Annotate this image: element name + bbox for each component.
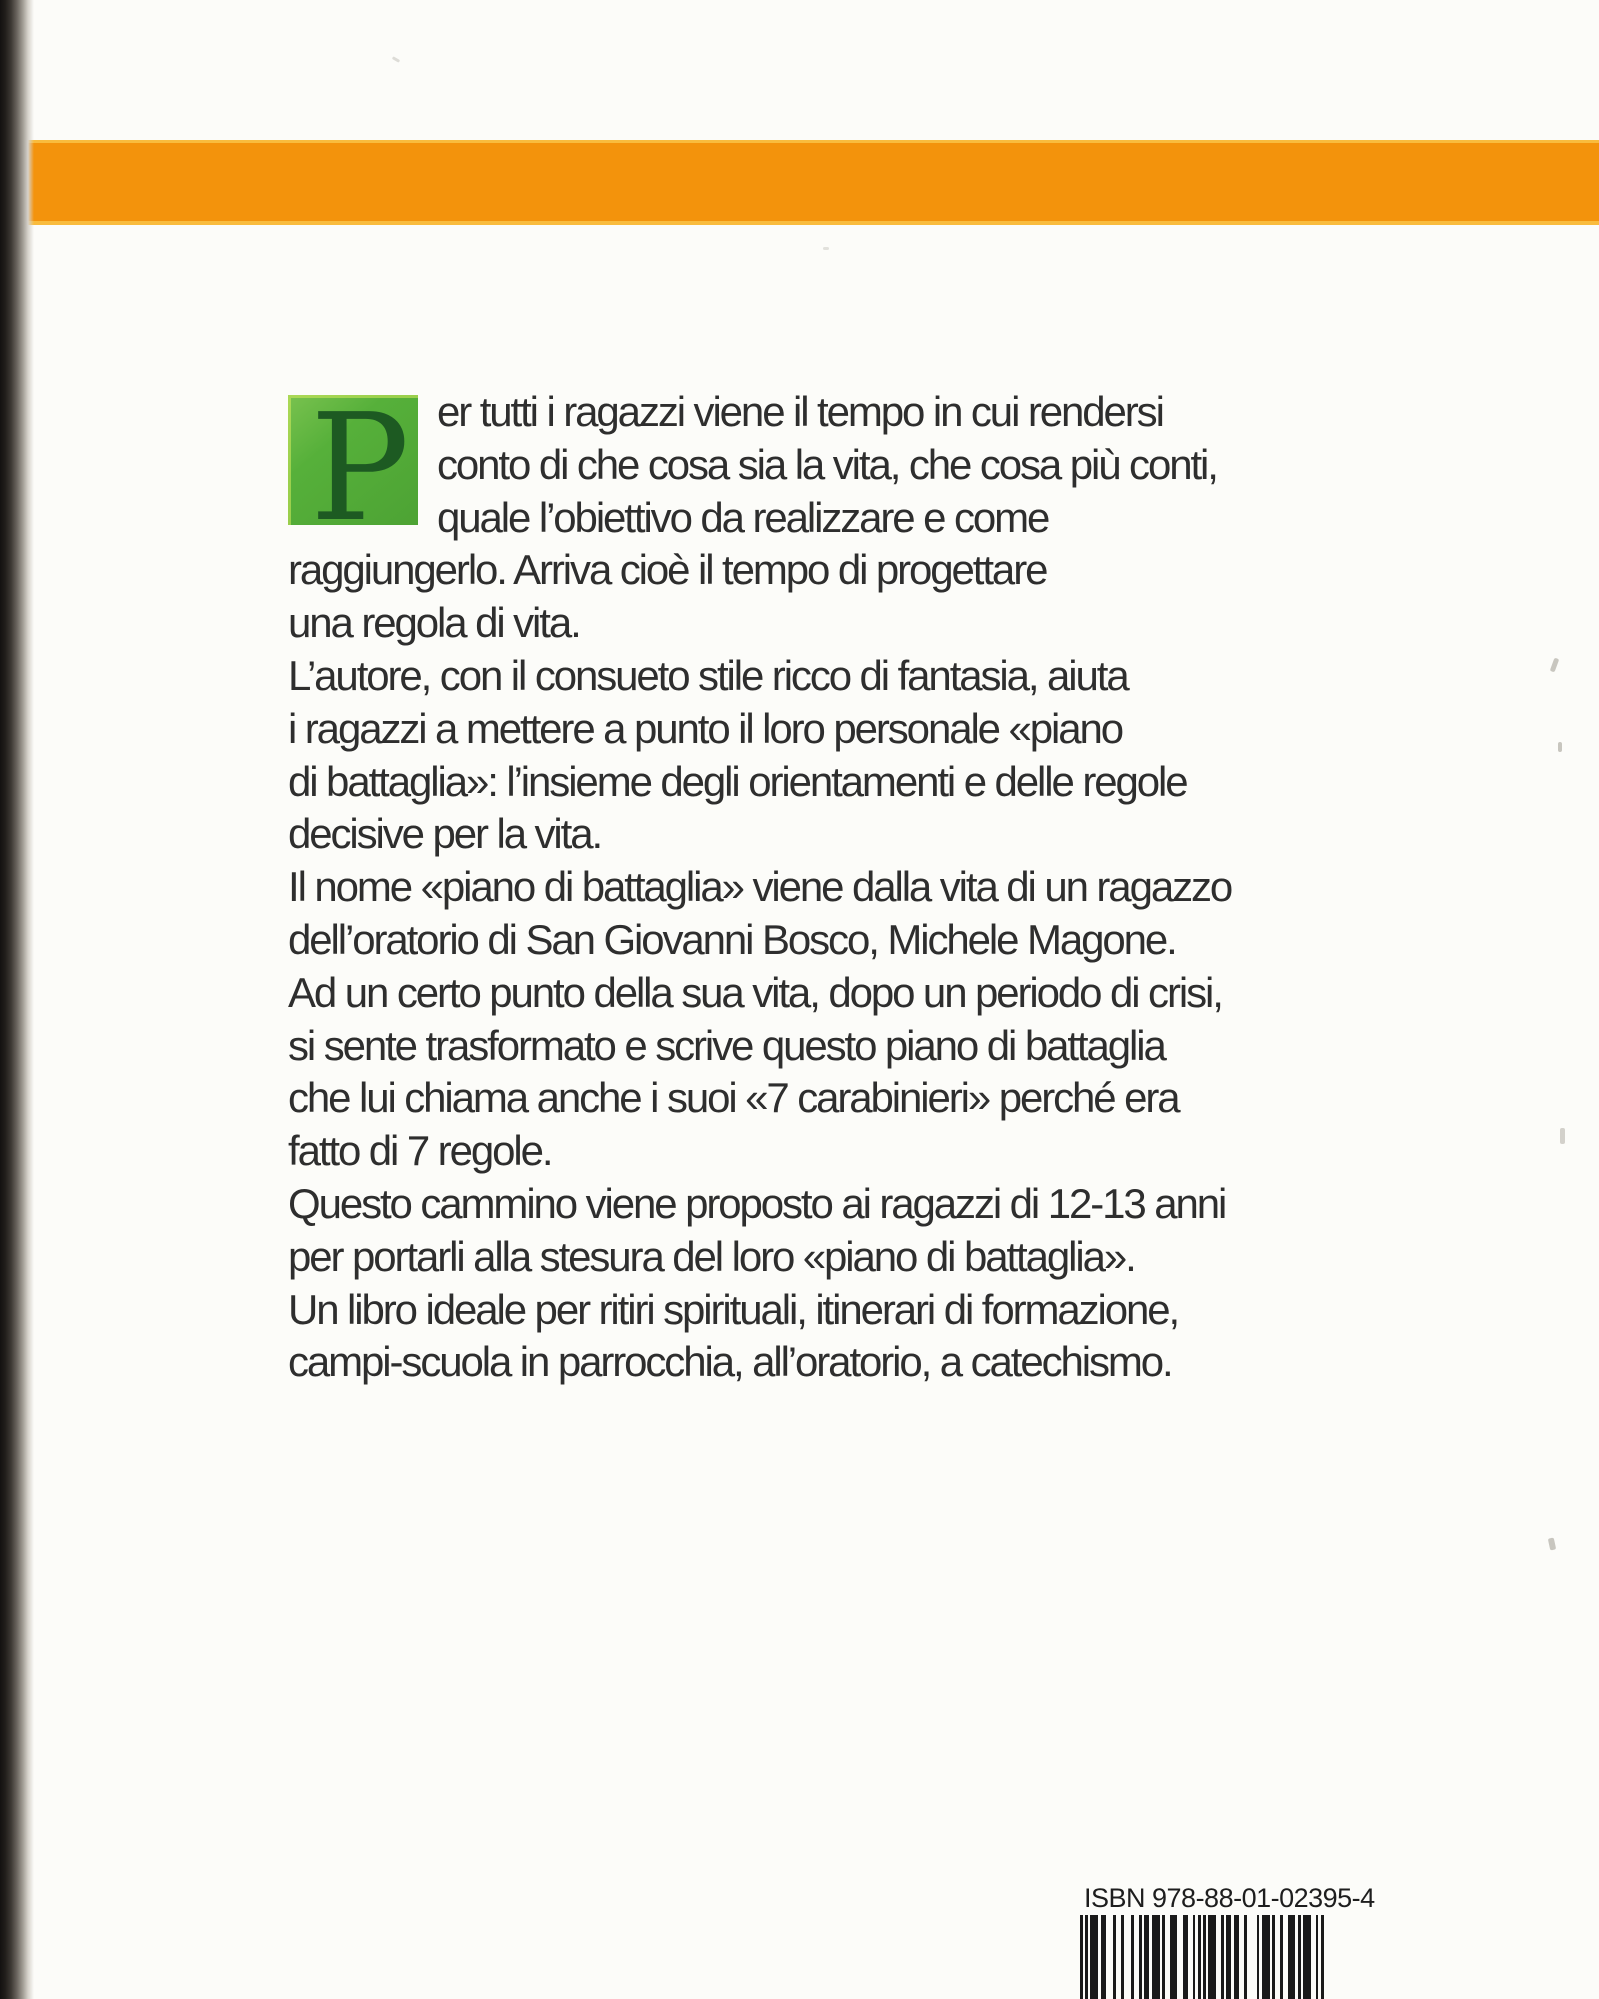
text-line: Un libro ideale per ritiri spirituali, itinerari di formazione, bbox=[288, 1285, 1179, 1333]
text-line: i ragazzi a mettere a punto il loro personale «piano bbox=[288, 704, 1123, 752]
text-line: una regola di vita. bbox=[288, 599, 580, 647]
barcode-bar bbox=[1152, 1915, 1160, 1999]
text-line: campi-scuola in parrocchia, all’oratorio, a catechismo. bbox=[288, 1338, 1172, 1386]
barcode-space bbox=[1124, 1915, 1132, 1999]
back-cover-text bbox=[288, 382, 1488, 1389]
scan-speck bbox=[1560, 1128, 1565, 1144]
text-line: si sente trasformato e scrive questo piano di battaglia bbox=[288, 1021, 1165, 1069]
barcode-space bbox=[1247, 1915, 1257, 1999]
text-line: Questo cammino viene proposto ai ragazzi di 12-13 anni bbox=[288, 1179, 1226, 1227]
text-line: quale l’obiettivo da realizzare e come bbox=[437, 493, 1049, 541]
orange-band bbox=[6, 140, 1599, 225]
text-line: raggiungerlo. Arriva cioè il tempo di progettare bbox=[288, 546, 1047, 594]
text-line: Il nome «piano di battaglia» viene dalla vita di un ragazzo bbox=[288, 863, 1232, 911]
text-line: che lui chiama anche i suoi «7 carabinieri» perché era bbox=[288, 1074, 1179, 1122]
isbn-block bbox=[1080, 1884, 1375, 1999]
spine-shadow bbox=[0, 0, 34, 1999]
barcode-bar bbox=[1170, 1915, 1178, 1999]
scan-speck bbox=[1558, 742, 1562, 752]
barcode-bar bbox=[1090, 1915, 1098, 1999]
text-line: er tutti i ragazzi viene il tempo in cui rendersi bbox=[437, 388, 1163, 435]
scan-speck bbox=[1550, 658, 1559, 673]
text-line: dell’oratorio di San Giovanni Bosco, Michele Magone. bbox=[288, 915, 1176, 963]
isbn-label: ISBN 978-88-01-02395-4 bbox=[1084, 1883, 1375, 1913]
text-line: di battaglia»: l’insieme degli orientamenti e delle regole bbox=[288, 757, 1187, 805]
text-line: decisive per la vita. bbox=[288, 810, 602, 858]
scan-speck bbox=[1548, 1538, 1556, 1551]
barcode-bar bbox=[1262, 1915, 1270, 1999]
scan-speck bbox=[392, 56, 400, 63]
barcode-bar bbox=[1288, 1915, 1296, 1999]
text-line: Ad un certo punto della sua vita, dopo un periodo di crisi, bbox=[288, 968, 1222, 1016]
text-line: per portarli alla stesura del loro «piano di battaglia». bbox=[288, 1232, 1135, 1280]
scan-speck bbox=[823, 247, 829, 250]
barcode-space bbox=[1106, 1915, 1114, 1999]
drop-cap-letter: P bbox=[310, 382, 410, 554]
barcode-bar bbox=[1208, 1915, 1216, 1999]
barcode-bar bbox=[1321, 1915, 1324, 1999]
text-line: L’autore, con il consueto stile ricco di fantasia, aiuta bbox=[288, 651, 1128, 699]
text-line: fatto di 7 regole. bbox=[288, 1127, 552, 1175]
barcode-bar bbox=[1303, 1915, 1311, 1999]
barcode bbox=[1080, 1915, 1324, 1999]
text-line: conto di che cosa sia la vita, che cosa più conti, bbox=[437, 440, 1217, 488]
